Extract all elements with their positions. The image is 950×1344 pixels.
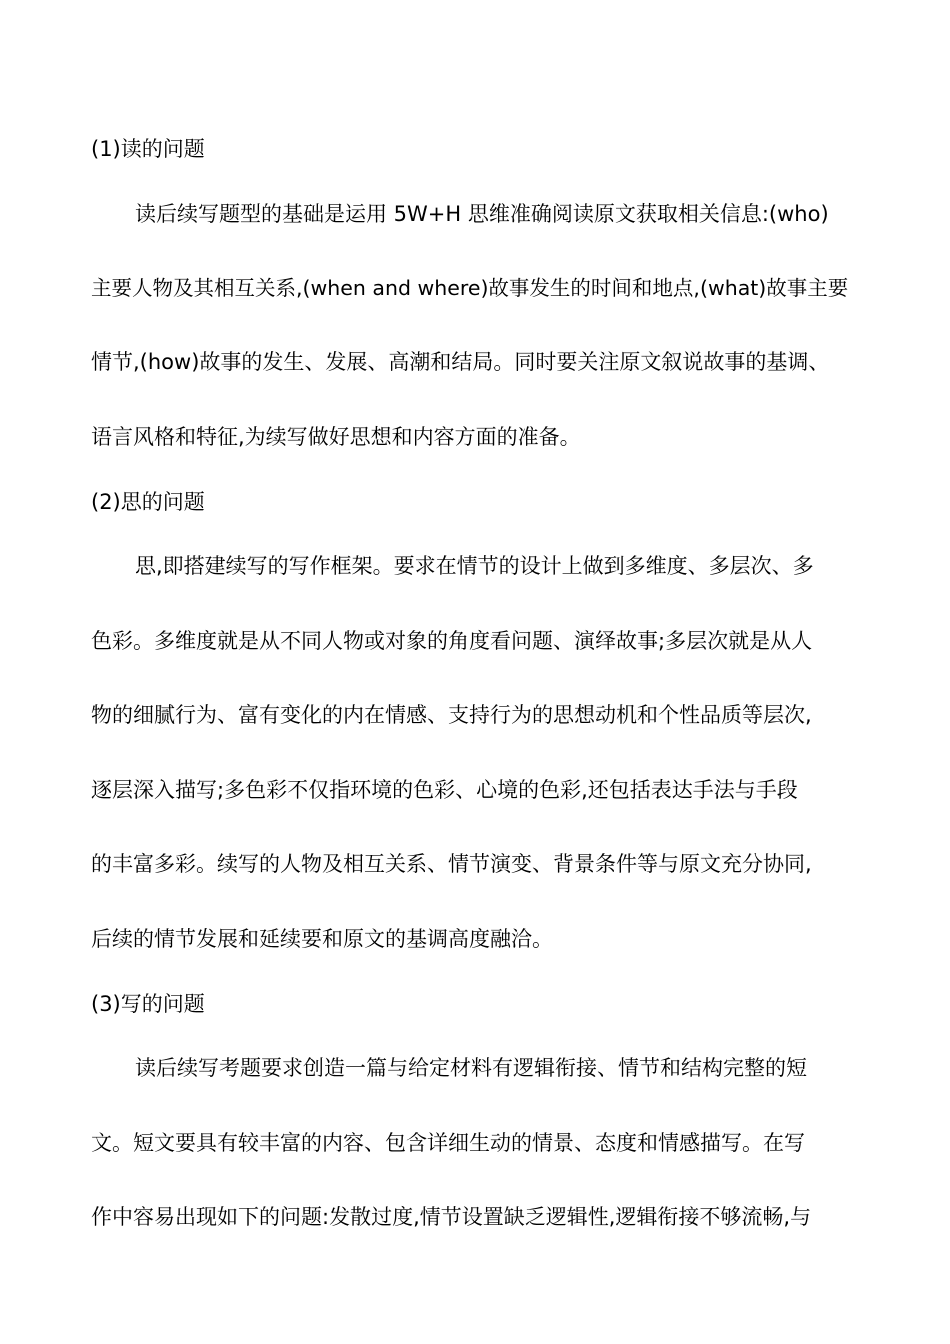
paragraph-line: 色彩。多维度就是从不同人物或对象的角度看问题、演绎故事;多层次就是从人 [91,629,813,653]
section-heading-reading: (1)读的问题 [91,137,205,161]
section-heading-writing: (3)写的问题 [91,992,205,1016]
paragraph-line: 情节,(how)故事的发生、发展、高潮和结局。同时要关注原文叙说故事的基调、 [91,350,830,374]
paragraph-line: 逐层深入描写;多色彩不仅指环境的色彩、心境的色彩,还包括表达手法与手段 [91,778,798,802]
paragraph-line: 的丰富多彩。续写的人物及相互关系、情节演变、背景条件等与原文充分协同, [91,852,812,876]
paragraph-line: 后续的情节发展和延续要和原文的基调高度融洽。 [91,927,553,951]
paragraph-line: 主要人物及其相互关系,(when and where)故事发生的时间和地点,(what)故事主要 [91,276,849,300]
paragraph-line: 物的细腻行为、富有变化的内在情感、支持行为的思想动机和个性品质等层次, [91,703,812,727]
section-heading-thinking: (2)思的问题 [91,490,205,514]
paragraph-line: 文。短文要具有较丰富的内容、包含详细生动的情景、态度和情感描写。在写 [91,1131,805,1155]
paragraph-line: 语言风格和特征,为续写做好思想和内容方面的准备。 [91,425,581,449]
paragraph-line: 思,即搭建续写的写作框架。要求在情节的设计上做到多维度、多层次、多 [135,554,814,578]
paragraph-line: 读后续写考题要求创造一篇与给定材料有逻辑衔接、情节和结构完整的短 [135,1056,807,1080]
paragraph-line: 读后续写题型的基础是运用 5W+H 思维准确阅读原文获取相关信息:(who) [135,202,829,226]
paragraph-line: 作中容易出现如下的问题:发散过度,情节设置缺乏逻辑性,逻辑衔接不够流畅,与 [91,1205,812,1229]
